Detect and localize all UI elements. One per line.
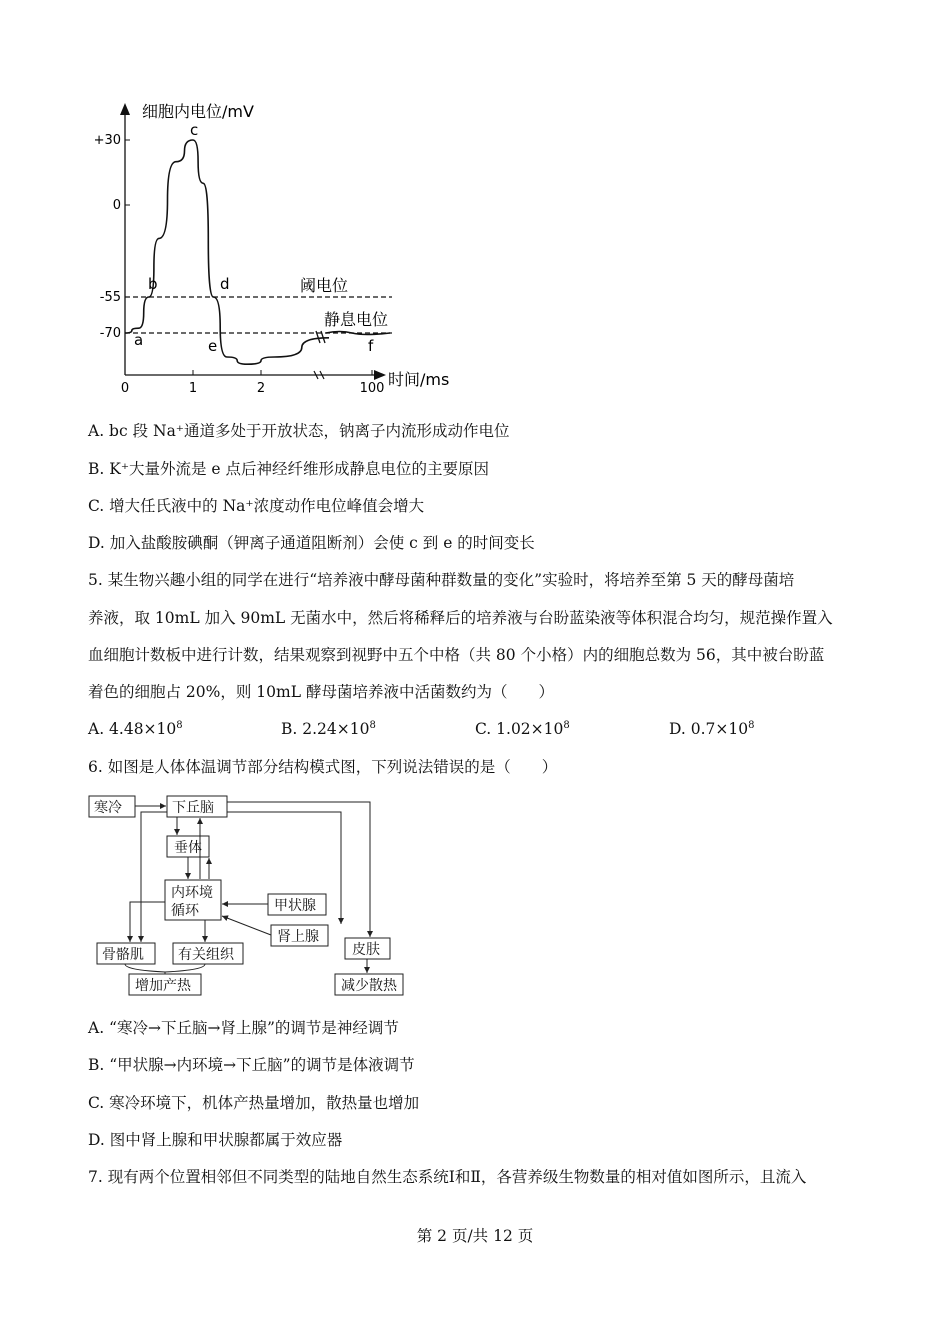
page-footer: 第 2 页/共 12 页	[416, 1227, 534, 1245]
curve-break-2	[321, 331, 325, 343]
q5-stem-line-2: 养液，取 10mL 加入 90mL 无菌水中，然后将稀释后的培养液与台盼蓝染液等体积混合均匀，规范操作置入	[88, 609, 833, 627]
q5-option-a[interactable]: A. $4.48\times 10^8$	[88, 720, 183, 738]
potential-curve	[125, 140, 329, 364]
x-axis-label: 时间/ms	[388, 370, 450, 389]
x-tick-label: 1	[188, 381, 198, 396]
action-potential-chart	[90, 95, 470, 400]
cold-label: 寒冷	[94, 800, 122, 816]
internal-env-label: 内环境	[171, 885, 213, 901]
x-tick-label: 100	[359, 381, 385, 396]
q5-stem-line-3: 血细胞计数板中进行计数，结果观察到视野中五个中格（共 80 个小格）内的细胞总数为 56，其中被台盼蓝	[88, 646, 825, 664]
y-axis-label: 细胞内电位/mV	[142, 102, 254, 121]
threshold-label: 阈电位	[300, 276, 349, 295]
q5-option-d[interactable]: D. $0.7\times 10^8$	[669, 720, 755, 738]
point-label-c: c	[190, 121, 199, 139]
q5-option-b[interactable]: B. $2.24\times 10^8$	[281, 720, 376, 738]
related-tissue-label: 有关组织	[178, 947, 234, 963]
q7-stem-line-1: 7. 现有两个位置相邻但不同类型的陆地自然生态系统Ⅰ和Ⅱ，各营养级生物数量的相对值如图所示，且流入	[88, 1168, 807, 1186]
q4-option-a[interactable]: A. bc 段 Na⁺通道多处于开放状态，钠离子内流形成动作电位	[88, 422, 510, 440]
heat-up-label: 增加产热	[135, 978, 191, 994]
y-axis-arrow	[120, 103, 130, 115]
point-label-a: a	[134, 331, 144, 349]
q4-option-d[interactable]: D. 加入盐酸胺碘酮（钾离子通道阻断剂）会使 c 到 e 的时间变长	[88, 534, 535, 552]
point-label-b: b	[148, 275, 158, 293]
x-tick-label: 2	[256, 381, 266, 396]
skeletal-muscle-label: 骨骼肌	[102, 947, 144, 963]
q6-option-c[interactable]: C. 寒冷环境下，机体产热量增加，散热量也增加	[88, 1094, 420, 1112]
point-label-e: e	[208, 337, 218, 355]
x-tick-label: 0	[120, 381, 130, 396]
q6-stem: 6. 如图是人体体温调节部分结构模式图，下列说法错误的是（ ）	[88, 758, 558, 776]
point-label-d: d	[220, 275, 230, 293]
adrenal-label: 肾上腺	[277, 929, 319, 945]
y-tick-label: 0	[112, 198, 121, 213]
q6-option-d[interactable]: D. 图中肾上腺和甲状腺都属于效应器	[88, 1131, 343, 1149]
q6-option-b[interactable]: B. “甲状腺→内环境→下丘脑”的调节是体液调节	[88, 1056, 415, 1074]
pituitary-label: 垂体	[174, 840, 202, 856]
thermoregulation-diagram	[85, 792, 410, 1000]
circulation-label: 循环	[171, 903, 199, 919]
resting-label: 静息电位	[324, 310, 389, 329]
x-axis-arrow	[374, 370, 386, 380]
y-tick-label: +30	[93, 133, 121, 148]
y-tick-label: -55	[99, 290, 121, 305]
hypothalamus-label: 下丘脑	[172, 800, 214, 816]
thyroid-label: 甲状腺	[274, 898, 316, 914]
heat-down-label: 减少散热	[341, 978, 397, 994]
q5-stem-line-4: 着色的细胞占 20%，则 10mL 酵母菌培养液中活菌数约为（ ）	[88, 683, 554, 701]
q5-option-c[interactable]: C. $1.02\times 10^8$	[475, 720, 570, 738]
q6-option-a[interactable]: A. “寒冷→下丘脑→肾上腺”的调节是神经调节	[88, 1019, 399, 1037]
y-tick-label: -70	[99, 326, 121, 341]
q4-option-b[interactable]: B. K⁺大量外流是 e 点后神经纤维形成静息电位的主要原因	[88, 460, 490, 478]
q4-option-c[interactable]: C. 增大任氏液中的 Na⁺浓度动作电位峰值会增大	[88, 497, 425, 515]
q5-stem-line-1: 5. 某生物兴趣小组的同学在进行“培养液中酵母菌种群数量的变化”实验时，将培养至第 5 天的酵母菌培	[88, 571, 795, 589]
point-label-f: f	[368, 337, 374, 355]
skin-label: 皮肤	[352, 942, 380, 958]
